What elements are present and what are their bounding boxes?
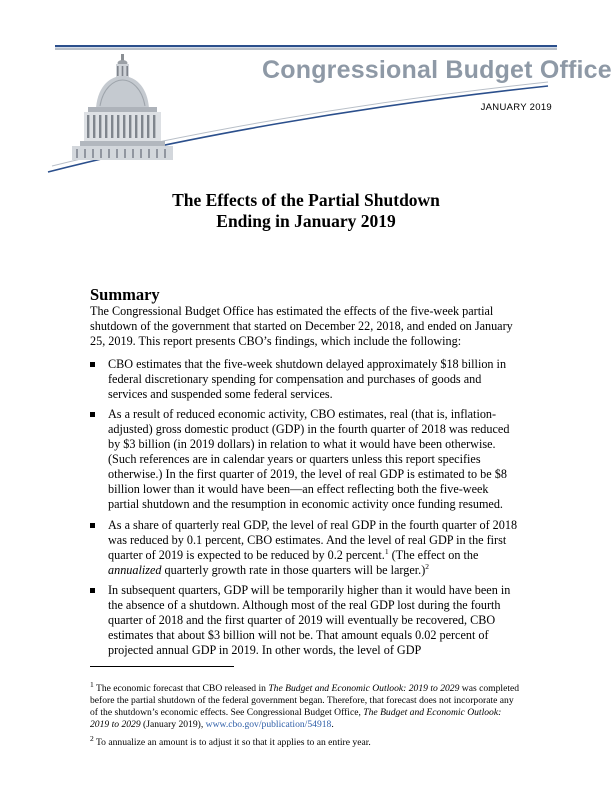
- report-date: JANUARY 2019: [480, 102, 552, 113]
- list-item: [90, 407, 520, 511]
- findings-list: [90, 357, 520, 658]
- footnote-text: To annualize an amount is to adjust it so that it applies to an entire year.: [93, 736, 371, 748]
- publication-link[interactable]: www.cbo.gov/publication/54918: [205, 718, 332, 730]
- publication-title: The Budget and Economic Outlook: 2019 to 2029: [268, 683, 460, 694]
- emphasis-text: annualized: [108, 562, 162, 577]
- top-rule-blue: [55, 45, 557, 47]
- bullet-text-part: quarterly growth rate in those quarters will be larger.): [161, 562, 426, 577]
- org-name: Congressional Budget Office: [262, 56, 612, 84]
- footnote-number: 1: [90, 679, 94, 689]
- footnotes: [90, 679, 522, 755]
- footnote-ref-2[interactable]: 2: [425, 561, 430, 571]
- summary-intro: The Congressional Budget Office has estimated the effects of the five-week partial shutdown of the government that started on December 22, 2018, and ended on January 25, 2019. This report presents CBO’s findings, which include the following:: [90, 304, 513, 348]
- footnote-2: [90, 733, 522, 749]
- summary-section: [90, 286, 520, 664]
- bullet-text: CBO estimates that the five-week shutdown delayed approximately $18 billion in federal discretionary spending for compensation and purchases of goods and services and suspended some federal services.: [108, 356, 507, 401]
- publication-title: The Budget and Economic Outlook: 2019 to 2029: [90, 706, 502, 730]
- list-item: [90, 357, 520, 402]
- footnote-ref-1[interactable]: 1: [384, 546, 389, 556]
- list-item: [90, 518, 520, 578]
- footnote-text-part: The economic forecast that CBO released in: [93, 683, 269, 694]
- bullet-text-part: As a share of quarterly real GDP, the level of real GDP in the fourth quarter of 2018 was reduced by 0.1 percent, CBO estimates. And the level of real GDP in the first quarter of 2019 is expected to be reduced by 0.2 percent.: [108, 517, 518, 562]
- top-rule-gray: [55, 48, 557, 50]
- bullet-text-part: (The effect on the: [388, 547, 479, 562]
- footnote-text-part: was completed before the partial shutdown of the federal government began. Therefore, that forecast does not incorporate any of the shutdown’s economic effects. See Congressional Budget Office,: [90, 683, 520, 718]
- title-line-1: The Effects of the Partial Shutdown: [172, 190, 440, 210]
- footnote-text-part: (January 2019),: [140, 718, 206, 730]
- bullet-square-icon: [90, 412, 95, 417]
- bullet-square-icon: [90, 588, 95, 593]
- report-title: [0, 190, 612, 232]
- title-line-2: Ending in January 2019: [216, 211, 396, 231]
- footnote-divider: [90, 666, 234, 667]
- bullet-text: In subsequent quarters, GDP will be temporarily higher than it would have been in the absence of a shutdown. Although most of the real GDP lost during the fourth quarter of 2018 and the first quarter of 2019 will eventually be recovered, CBO estimates that about $3 billion will not be. That amount equals 0.02 percent of projected annual GDP in 2019. In other words, the level of GDP: [108, 583, 511, 658]
- list-item: [90, 583, 520, 658]
- bullet-square-icon: [90, 362, 95, 367]
- summary-heading: Summary: [90, 285, 160, 304]
- masthead: [0, 0, 612, 175]
- bullet-text: As a result of reduced economic activity, CBO estimates, real (that is, inflation-adjusted) gross domestic product (GDP) in the fourth quarter of 2018 was reduced by $3 billion (in 2019 dollars) in relation to what it would have been otherwise. (Such references are in calendar years or quarters unless this report specifies otherwise.) In the first quarter of 2019, the level of real GDP is estimated to be $8 billion lower than it would have been—an effect reflecting both the five-week partial shutdown and the resumption in economic activity once funding resumed.: [108, 407, 510, 511]
- bullet-square-icon: [90, 523, 95, 528]
- footnote-number: 2: [90, 733, 94, 743]
- masthead-graphic: [0, 0, 612, 175]
- capitol-dome-icon: [72, 54, 173, 160]
- footnote-text-part: .: [331, 718, 334, 730]
- footnote-1: [90, 679, 522, 731]
